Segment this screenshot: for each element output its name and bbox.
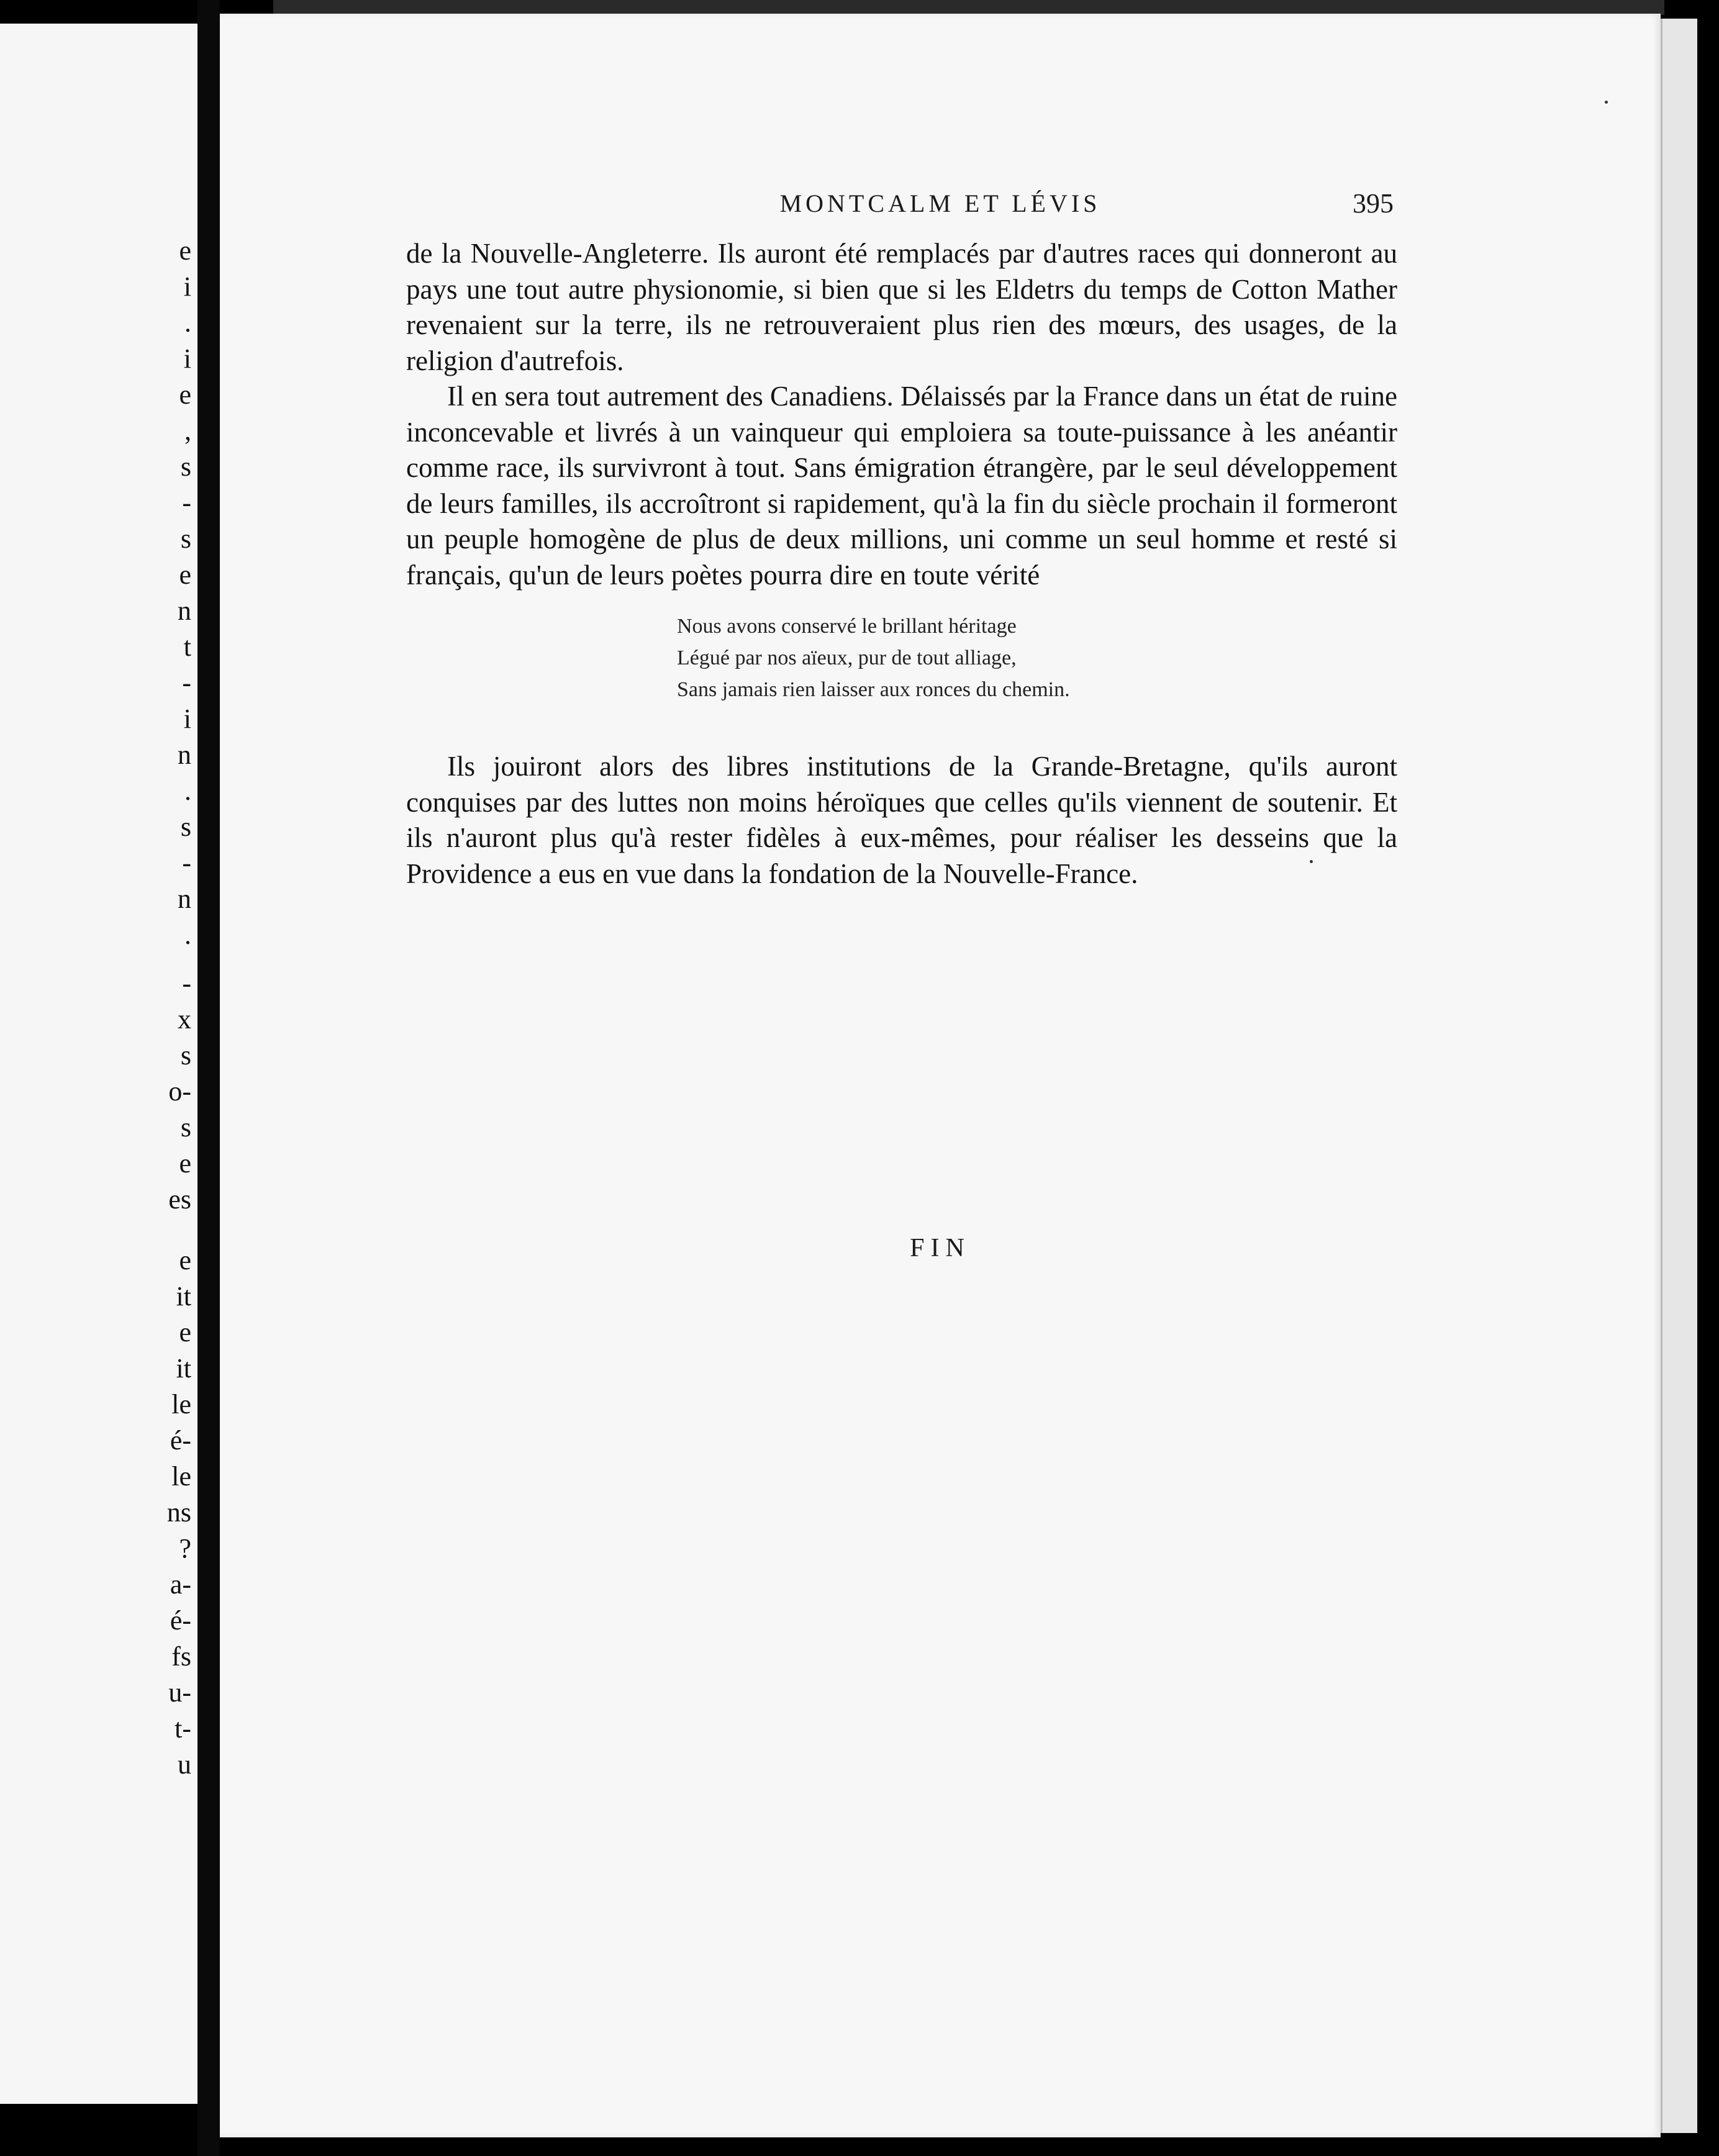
left-page-fragment: le (171, 1461, 191, 1492)
paragraph-continuation: de la Nouvelle-Angleterre. Ils auront été remplacés par d'autres races qui donneront au pays une tout autre physionomie, si bien que si les Eldetrs du temps de Cotton Mather revenaient sur la terre, ils ne retrouveraient plus rien des mœurs, des usages, de la religion d'autrefois. (406, 238, 1397, 376)
left-page-fragment: e (179, 235, 191, 266)
end-mark: FIN (910, 1234, 971, 1262)
page-top-edge (273, 0, 1664, 15)
left-page-fragment: x (178, 1004, 191, 1035)
left-page-fragment: ? (179, 1533, 191, 1564)
left-page-fragment: i (183, 343, 191, 374)
left-page-fragment: e (179, 1317, 191, 1348)
left-page-fragment: - (182, 668, 191, 698)
page-stack-edge (1661, 19, 1697, 2133)
left-page-fragment: s (180, 1040, 191, 1071)
left-page-fragment: i (183, 704, 191, 734)
left-page-fragment: n (178, 740, 191, 770)
left-page-fragment: n (178, 884, 191, 914)
left-page-fragment: - (182, 848, 191, 878)
left-page-fragment: le (171, 1389, 191, 1420)
left-page-fragment: - (182, 968, 191, 999)
verse-line: Sans jamais rien laisser aux ronces du chemin. (677, 678, 1070, 701)
left-page-fragment: u (178, 1749, 191, 1780)
running-head (220, 189, 1661, 226)
left-page-fragment: e (179, 379, 191, 410)
left-page-fragment: i (183, 271, 191, 302)
left-page-fragment: e (179, 559, 191, 590)
left-page-fragment: . (184, 307, 191, 338)
page-number: 395 (1353, 188, 1394, 219)
left-page-fragment: . (184, 776, 191, 806)
left-page-fragment: . (184, 920, 191, 950)
left-page-fragment: e (179, 1148, 191, 1179)
print-speck (1310, 860, 1313, 863)
left-page-fragment: s (180, 1112, 191, 1143)
paragraph-final: Ils jouiront alors des libres institutions de la Grande-Bretagne, qu'ils auront conquises par des luttes non moins héroïques que celles qu'ils viennent de soutenir. Et ils n'auront plus qu'à rester fidèles à eux-mêmes, pour réaliser les desseins que la Providence a eus en vue dans la fondation de la Nouvelle-France. (406, 751, 1397, 889)
left-page-text-fragments (0, 24, 197, 2104)
body-text (406, 236, 1397, 892)
left-page-fragment: a- (170, 1569, 191, 1600)
left-page-fragment: n (178, 596, 191, 626)
verse-quotation (677, 610, 1397, 705)
paragraph-canadiens: Il en sera tout autrement des Canadiens. Délaissés par la France dans un état de ruine inconcevable et livrés à un vainqueur qui emploiera sa toute-puissance à les anéantir comme race, ils survivront à tout. Sans émigration étrangère, par le seul développement de leurs familles, ils accroîtront si rapidement, qu'à la fin du siècle prochain il formeront un peuple homogène de plus de deux millions, uni comme un seul homme et resté si français, qu'un de leurs poètes pourra dire en toute vérité (406, 381, 1397, 591)
print-speck (1605, 101, 1608, 104)
left-page-fragment: it (176, 1353, 191, 1384)
left-page-fragment: é- (170, 1605, 191, 1636)
verse-line: Nous avons conservé le brillant héritage (677, 615, 1017, 638)
left-page-fragment: s (180, 523, 191, 554)
left-page-fragment: e (179, 1245, 191, 1275)
book-page (220, 14, 1661, 2137)
left-page-fragment: o- (168, 1076, 191, 1107)
running-title: MONTCALM ET LÉVIS (779, 189, 1101, 217)
left-page-fragment: fs (171, 1641, 191, 1672)
left-page-fragment: é- (170, 1425, 191, 1456)
left-page-fragment: it (176, 1281, 191, 1311)
left-page-fragment: t (183, 632, 191, 662)
left-page-fragment: ns (166, 1497, 191, 1528)
left-page-fragment: s (180, 812, 191, 842)
left-page-fragment: s (180, 451, 191, 482)
left-page-fragment: t- (175, 1713, 191, 1744)
left-page-fragment: es (168, 1184, 191, 1215)
left-facing-page (0, 24, 197, 2104)
left-page-fragment: - (182, 487, 191, 518)
left-page-fragment: , (184, 415, 191, 446)
book-gutter (197, 0, 220, 2156)
verse-line: Légué par nos aïeux, pur de tout alliage, (677, 646, 1017, 669)
left-page-fragment: u- (168, 1677, 191, 1708)
